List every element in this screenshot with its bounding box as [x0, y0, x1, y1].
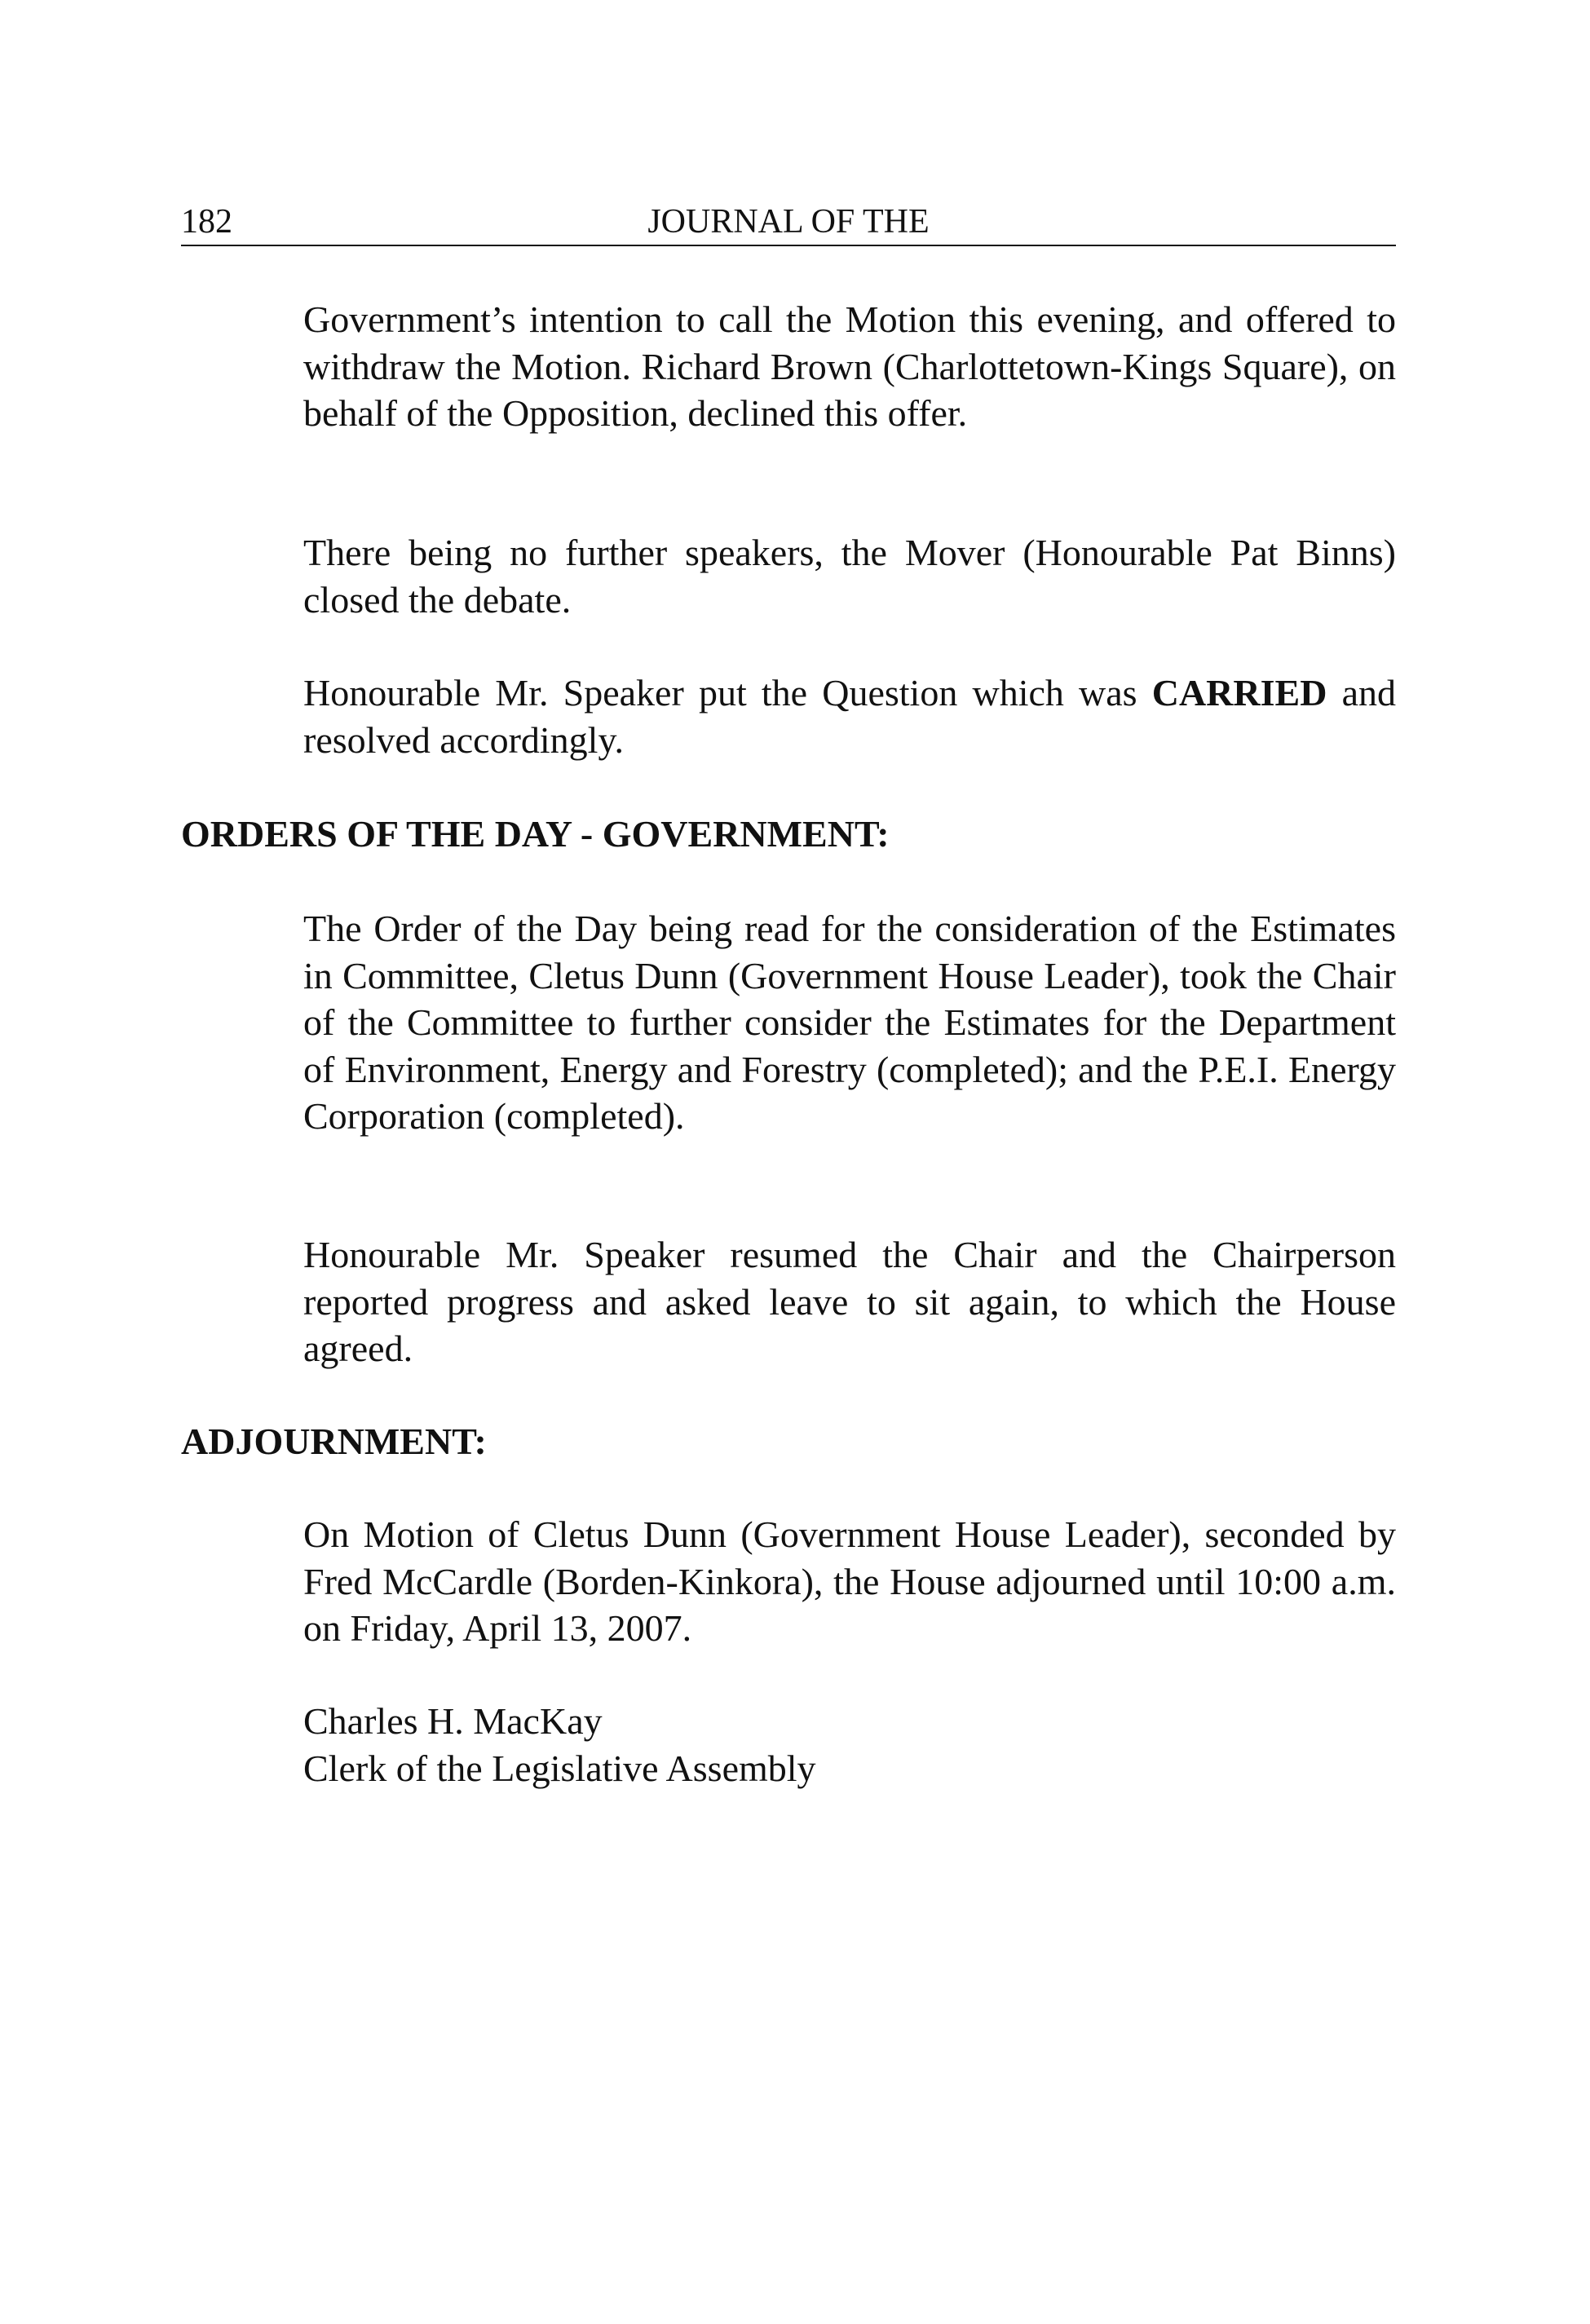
- paragraph-debate-closed: There being no further speakers, the Mover (Honourable Pat Binns) closed the debate.: [303, 532, 1396, 621]
- page-header: [181, 199, 1396, 246]
- question-text: Honourable Mr. Speaker put the Question which was: [303, 672, 1152, 714]
- carried-label: CARRIED: [1151, 672, 1327, 714]
- paragraph-estimates-committee: The Order of the Day being read for the consideration of the Estimates in Committee, Cletus Dunn (Government House Leader), took the Chair of the Committee to further consider the Estimates for the Department of Environment, Energy and Forestry (completed); and the P.E.I. Energy Corporation (completed).: [303, 908, 1396, 1137]
- paragraph-adjournment-motion: On Motion of Cletus Dunn (Government House Leader), seconded by Fred McCardle (Borden-Kinkora), the House adjourned until 10:00 a.m. on Friday, April 13, 2007.: [303, 1513, 1396, 1649]
- paragraph-motion-withdrawal: Government’s intention to call the Motion this evening, and offered to withdraw the Motion. Richard Brown (Charlottetown-Kings Square), on behalf of the Opposition, declined this offer.: [303, 298, 1396, 434]
- section-heading-adjournment: ADJOURNMENT:: [181, 1420, 487, 1462]
- page-number: 182: [181, 203, 232, 241]
- signature-block: [303, 1698, 1396, 1792]
- resolved-text: and resolved accordingly.: [303, 672, 1396, 761]
- section-heading-orders-of-the-day: ORDERS OF THE DAY - GOVERNMENT:: [181, 813, 890, 855]
- running-title: JOURNAL OF THE: [647, 203, 930, 241]
- signature-name: Charles H. MacKay: [303, 1700, 603, 1742]
- signature-title: Clerk of the Legislative Assembly: [303, 1747, 816, 1789]
- paragraph-question-carried: [303, 669, 1396, 763]
- paragraph-speaker-resumed: Honourable Mr. Speaker resumed the Chair and the Chairperson reported progress and asked leave to sit again, to which the House agreed.: [303, 1234, 1396, 1369]
